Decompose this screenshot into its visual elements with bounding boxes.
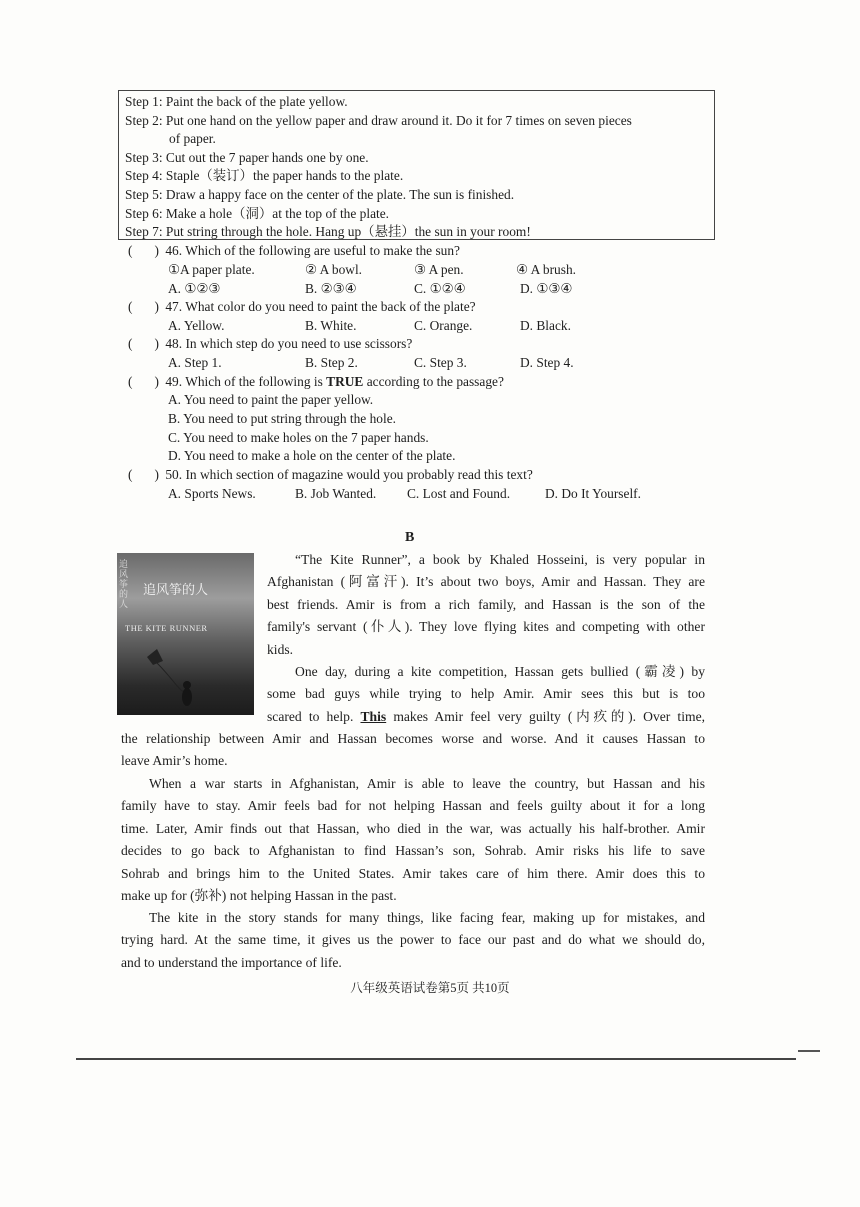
book-spine-text: 追 风 筝 的 人	[119, 559, 129, 609]
step-text: Step 5: Draw a happy face on the center of the plate. The sun is finished.	[125, 186, 515, 202]
question-48	[128, 335, 412, 354]
text-line: Sohrab and brings him to the United States. Amir takes care of him there. Amir does this to	[121, 865, 705, 881]
steps-box	[118, 90, 715, 240]
text-line: When a war starts in Afghanistan, Amir is able to leave the country, but Hassan and his	[149, 776, 705, 791]
passage-paragraph-2-part-1	[267, 661, 705, 728]
text-line: the relationship between Amir and Hassan becomes worse and worse. And it causes Hassan to	[121, 731, 705, 746]
question-stem: 47. What color do you need to paint the back of the plate?	[165, 299, 476, 314]
text-line: Afghanistan (阿富汗). It’s about two boys, Amir and Hassan. They are	[267, 574, 705, 590]
item-3: ③ A pen.	[414, 262, 464, 277]
passage-paragraph-2-part-2	[121, 728, 705, 773]
text-line: best friends. Amir is from a rich family, and Hassan is the son of the	[267, 596, 705, 612]
text-line: One day, during a kite competition, Hassan gets bullied (霸凌) by	[295, 664, 705, 679]
text-line: time. Later, Amir finds out that Hassan, who died in the war, was actually his half-brother. Amir	[121, 820, 705, 836]
question-49	[128, 373, 504, 392]
option-b: B. You need to put string through the hole.	[168, 411, 397, 426]
book-title-cn: 追风筝的人	[143, 582, 209, 597]
option-a: A. You need to paint the paper yellow.	[168, 392, 374, 407]
text-line: kids.	[267, 641, 294, 657]
step-6	[125, 205, 708, 224]
text-line: leave Amir’s home.	[121, 753, 228, 769]
step-2	[125, 112, 708, 131]
passage-paragraph-1	[267, 549, 705, 661]
question-stem: 48. In which step do you need to use scissors?	[165, 336, 413, 351]
text-line: “The Kite Runner”, a book by Khaled Hosseini, is very popular in	[295, 552, 705, 567]
bottom-divider	[76, 1058, 796, 1060]
step-2-continued	[125, 130, 708, 149]
answer-blank[interactable]: ( )	[128, 243, 159, 258]
text-line: family have to stay. Amir feels bad for not helping Hassan and feels guilty about it for a long	[121, 798, 705, 814]
text-line: make up for (弥补) not helping Hassan in the past.	[121, 888, 397, 904]
option-c: C. ①②④	[414, 281, 466, 296]
step-7	[125, 223, 708, 242]
underlined-word: This	[360, 708, 387, 724]
question-50	[128, 466, 533, 485]
option-b: B. Job Wanted.	[295, 486, 377, 501]
text-line: decides to go back to Afghanistan to find Hassan’s son, Sohrab. Amir risks his life to save	[121, 843, 705, 859]
option-c: C. You need to make holes on the 7 paper hands.	[168, 430, 429, 445]
answer-blank[interactable]: ( )	[128, 336, 159, 351]
option-a: A. Yellow.	[168, 318, 225, 333]
step-text: Step 1: Paint the back of the plate yellow.	[125, 94, 348, 109]
passage-paragraph-3	[121, 773, 705, 907]
step-text: Step 4: Staple（装订）the paper hands to the plate.	[125, 168, 404, 184]
option-d: D. Do It Yourself.	[545, 486, 641, 501]
option-b: B. ②③④	[305, 281, 357, 296]
step-text: Step 7: Put string through the hole. Hang up（悬挂）the sun in your room!	[125, 224, 531, 240]
text-line: trying hard. At the same time, it gives us the power to face our past and do what we should do,	[121, 932, 705, 948]
question-stem: 49. Which of the following is TRUE according to the passage?	[165, 374, 504, 389]
item-1: ①A paper plate.	[168, 262, 255, 277]
step-text: Step 2: Put one hand on the yellow paper and draw around it. Do it for 7 times on seven pieces	[125, 112, 632, 128]
option-b: B. White.	[305, 318, 357, 333]
step-text: Step 6: Make a hole（洞）at the top of the plate.	[125, 205, 390, 221]
option-d: D. You need to make a hole on the center of the plate.	[168, 448, 456, 463]
text-line: some bad guys while trying to help Amir. Amir sees this but is too	[267, 686, 705, 702]
option-b: B. Step 2.	[305, 355, 358, 370]
question-stem: 46. Which of the following are useful to make the sun?	[165, 243, 460, 258]
answer-blank[interactable]: ( )	[128, 299, 159, 314]
text-line: The kite in the story stands for many things, like facing fear, making up for mistakes, and	[149, 910, 705, 925]
text-line: scared to help. This makes Amir feel very guilty (内疚的). Over time,	[267, 708, 705, 724]
step-4	[125, 167, 708, 186]
section-b-label: B	[405, 530, 415, 545]
option-d: D. Step 4.	[520, 355, 574, 370]
option-c: C. Lost and Found.	[407, 486, 511, 501]
step-text: Step 3: Cut out the 7 paper hands one by one.	[125, 149, 369, 165]
option-d: D. Black.	[520, 318, 571, 333]
answer-blank[interactable]: ( )	[128, 374, 159, 389]
option-c: C. Step 3.	[414, 355, 467, 370]
option-a: A. ①②③	[168, 281, 221, 296]
answer-blank[interactable]: ( )	[128, 467, 159, 482]
step-text: of paper.	[169, 131, 216, 147]
question-46	[128, 242, 460, 261]
step-3	[125, 149, 708, 168]
question-stem: 50. In which section of magazine would you probably read this text?	[165, 467, 533, 482]
page-footer: 八年级英语试卷第5页 共10页	[350, 981, 510, 995]
item-2: ② A bowl.	[305, 262, 363, 277]
book-cover-image	[117, 553, 254, 715]
option-d: D. ①③④	[520, 281, 573, 296]
item-4: ④ A brush.	[516, 262, 576, 277]
step-1	[125, 93, 708, 112]
question-47	[128, 298, 476, 317]
kite-silhouette-icon	[117, 553, 254, 715]
bottom-divider-mark	[798, 1050, 820, 1052]
option-c: C. Orange.	[414, 318, 473, 333]
book-title-en: THE KITE RUNNER	[125, 623, 208, 633]
step-5	[125, 186, 708, 205]
text-line: family's servant (仆人). They love flying kites and competing with other	[267, 619, 705, 635]
text-line: and to understand the importance of life.	[121, 954, 342, 970]
option-a: A. Sports News.	[168, 486, 256, 501]
option-a: A. Step 1.	[168, 355, 222, 370]
passage-paragraph-4	[121, 907, 705, 974]
